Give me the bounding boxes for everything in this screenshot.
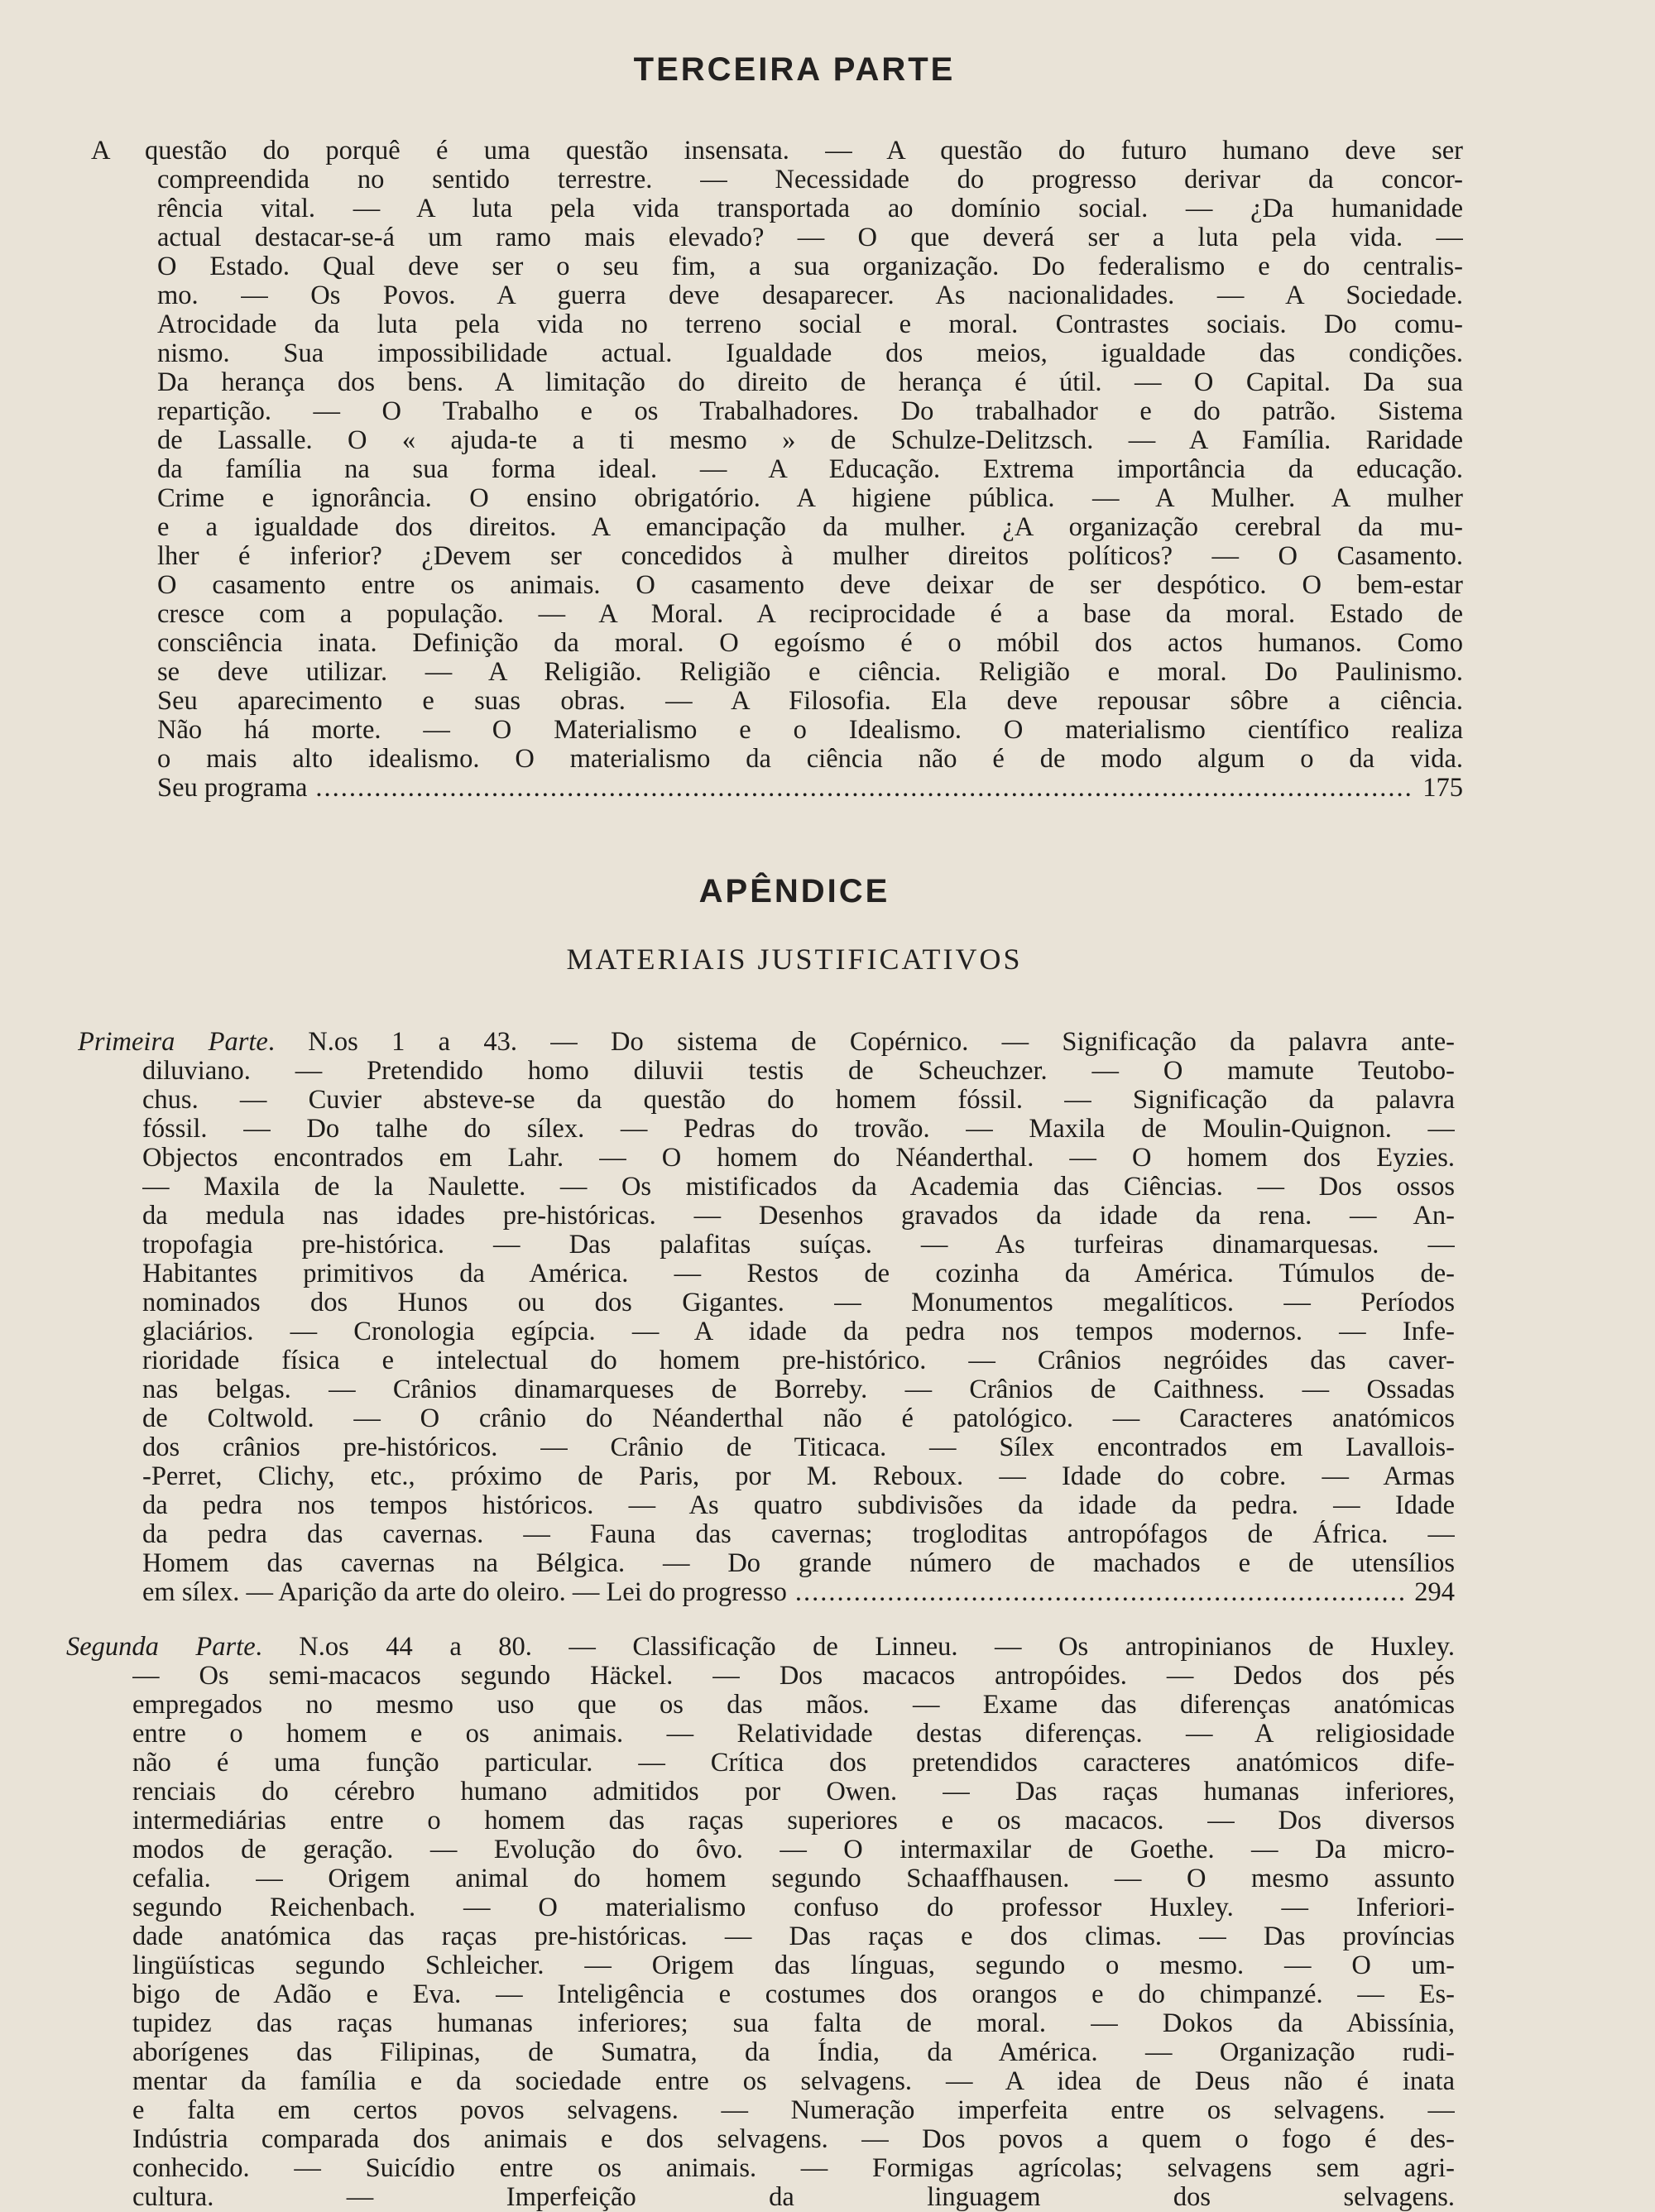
second-part-line: cultura. — Imperfeição da linguagem dos selvagens. <box>132 2183 1455 2212</box>
first-part-line: da pedra nos tempos históricos. — As quatro subdivisões da idade da pedra. — Idade <box>142 1491 1455 1520</box>
third-part-line: da família na sua forma ideal. — A Educação. Extrema importância da educação. <box>157 455 1463 484</box>
first-part-line: nas belgas. — Crânios dinamarqueses de Borreby. — Crânios de Caithness. — Ossadas <box>142 1375 1455 1404</box>
leader-dots <box>315 774 1414 803</box>
second-part-line: bigo de Adão e Eva. — Inteligência e costumes dos orangos e do chimpanzé. — Es- <box>132 1980 1455 2009</box>
appendix-subheading: MATERIAIS JUSTIFICATIVOS <box>566 943 1023 976</box>
third-part-last-text: Seu programa <box>157 773 308 803</box>
second-part-line: e falta em certos povos selvagens. — Numeração imperfeita entre os selvagens. — <box>132 2096 1455 2125</box>
third-part-line: O casamento entre os animais. O casamento deve deixar de ser despótico. O bem-estar <box>157 571 1463 600</box>
first-part-line: nominados dos Hunos ou dos Gigantes. — Monumentos megalíticos. — Períodos <box>142 1288 1455 1317</box>
third-part-line: nismo. Sua impossibilidade actual. Igualdade dos meios, igualdade das condições. <box>157 339 1463 368</box>
third-part-summary <box>91 137 1463 803</box>
third-part-page-number: 175 <box>1422 773 1463 803</box>
second-part-line: não é uma função particular. — Crítica dos pretendidos caracteres anatómicos dife- <box>132 1749 1455 1778</box>
first-part-line: Objectos encontrados em Lahr. — O homem do Néanderthal. — O homem dos Eyzies. <box>142 1144 1455 1173</box>
second-part-summary <box>66 1633 1455 2212</box>
third-part-line: O Estado. Qual deve ser o seu fim, a sua organização. Do federalismo e do centralis- <box>157 252 1463 281</box>
first-part-line: Homem das cavernas na Bélgica. — Do grande número de machados e de utensílios <box>142 1549 1455 1578</box>
second-part-line: conhecido. — Suicídio entre os animais. — Formigas agrícolas; selvagens sem agri- <box>132 2154 1455 2183</box>
third-part-line: consciência inata. Definição da moral. O egoísmo é o móbil dos actos humanos. Como <box>157 629 1463 658</box>
second-part-line: dade anatómica das raças pre-históricas. — Das raças e dos climas. — Das províncias <box>132 1922 1455 1951</box>
third-part-line: de Lassalle. O « ajuda-te a ti mesmo » de Schulze-Delitzsch. — A Família. Raridade <box>157 426 1463 455</box>
first-part-last-line <box>142 1578 1455 1607</box>
third-part-line: e a igualdade dos direitos. A emancipação da mulher. ¿A organização cerebral da mu- <box>157 513 1463 542</box>
second-part-line: intermediárias entre o homem das raças superiores e os macacos. — Dos diversos <box>132 1807 1455 1835</box>
first-part-line: rioridade física e intelectual do homem pre-histórico. — Crânios negróides das caver- <box>142 1346 1455 1375</box>
first-part-line: diluviano. — Pretendido homo diluvii testis de Scheuchzer. — O mamute Teutobo- <box>142 1057 1455 1086</box>
first-part-summary <box>78 1028 1455 1607</box>
first-part-line: chus. — Cuvier absteve-se da questão do homem fóssil. — Significação da palavra <box>142 1086 1455 1115</box>
first-part-line: da medula nas idades pre-históricas. — Desenhos gravados da idade da rena. — An- <box>142 1202 1455 1231</box>
first-part-line: de Coltwold. — O crânio do Néanderthal não é patológico. — Caracteres anatómicos <box>142 1404 1455 1433</box>
third-part-line: o mais alto idealismo. O materialismo da ciência não é de modo algum o da vida. <box>157 745 1463 774</box>
second-part-line-text: N.os 44 a 80. — Classificação de Linneu. — Os antropinianos de Huxley. <box>299 1633 1455 1662</box>
first-part-label: Primeira Parte <box>78 1028 268 1057</box>
first-part-last-text: em sílex. — Aparição da arte do oleiro. — Lei do progresso <box>142 1577 787 1607</box>
second-part-line: Segunda Parte. N.os 44 a 80. — Classificação de Linneu. — Os antropinianos de Huxley. <box>66 1633 1455 1662</box>
first-part-line: Habitantes primitivos da América. — Restos de cozinha da América. Túmulos de- <box>142 1260 1455 1288</box>
first-part-line: — Maxila de la Naulette. — Os mistificados da Academia das Ciências. — Dos ossos <box>142 1173 1455 1202</box>
first-part-line: fóssil. — Do talhe do sílex. — Pedras do trovão. — Maxila de Moulin-Quignon. — <box>142 1115 1455 1144</box>
third-part-last-line <box>157 774 1463 803</box>
first-part-line-text: N.os 1 a 43. — Do sistema de Copérnico. — Significação da palavra ante- <box>308 1028 1455 1057</box>
second-part-line: aborígenes das Filipinas, de Sumatra, da Índia, da América. — Organização rudi- <box>132 2038 1455 2067</box>
third-part-line: Seu aparecimento e suas obras. — A Filosofia. Ela deve repousar sôbre a ciência. <box>157 687 1463 716</box>
third-part-line: actual destacar-se-á um ramo mais elevado? — O que deverá ser a luta pela vida. — <box>157 223 1463 252</box>
second-part-label: Segunda Parte <box>66 1633 256 1662</box>
first-part-line: Primeira Parte. N.os 1 a 43. — Do sistema de Copérnico. — Significação da palavra ante- <box>78 1028 1455 1057</box>
second-part-line: Indústria comparada dos animais e dos selvagens. — Dos povos a quem o fogo é des- <box>132 2125 1455 2154</box>
first-part-line: dos crânios pre-históricos. — Crânio de Titicaca. — Sílex encontrados em Lavallois- <box>142 1433 1455 1462</box>
third-part-line: A questão do porquê é uma questão insensata. — A questão do futuro humano deve ser <box>91 137 1463 166</box>
first-part-line: glaciários. — Cronologia egípcia. — A idade da pedra nos tempos modernos. — Infe- <box>142 1317 1455 1346</box>
second-part-line: entre o homem e os animais. — Relatividade destas diferenças. — A religiosidade <box>132 1720 1455 1749</box>
third-part-line: repartição. — O Trabalho e os Trabalhadores. Do trabalhador e do patrão. Sistema <box>157 397 1463 426</box>
third-part-line: Crime e ignorância. O ensino obrigatório. A higiene pública. — A Mulher. A mulher <box>157 484 1463 513</box>
second-part-line: empregados no mesmo uso que os das mãos. — Exame das diferenças anatómicas <box>132 1691 1455 1720</box>
first-part-line: da pedra das cavernas. — Fauna das cavernas; trogloditas antropófagos de África. — <box>142 1520 1455 1549</box>
first-part-line: tropofagia pre-histórica. — Das palafitas suíças. — As turfeiras dinamarquesas. — <box>142 1231 1455 1260</box>
third-part-line: mo. — Os Povos. A guerra deve desaparecer. As nacionalidades. — A Sociedade. <box>157 281 1463 310</box>
second-part-line: tupidez das raças humanas inferiores; sua falta de moral. — Dokos da Abissínia, <box>132 2009 1455 2038</box>
third-part-line: Atrocidade da luta pela vida no terreno social e moral. Contrastes sociais. Do comu- <box>157 310 1463 339</box>
second-part-line: renciais do cérebro humano admitidos por Owen. — Das raças humanas inferiores, <box>132 1778 1455 1807</box>
section-heading: TERCEIRA PARTE <box>633 51 956 88</box>
leader-dots <box>795 1578 1406 1607</box>
appendix-heading: APÊNDICE <box>698 873 890 909</box>
third-part-line: Da herança dos bens. A limitação do direito de herança é útil. — O Capital. Da sua <box>157 368 1463 397</box>
third-part-line: rência vital. — A luta pela vida transportada ao domínio social. — ¿Da humanidade <box>157 194 1463 223</box>
first-part-line: -Perret, Clichy, etc., próximo de Paris, por M. Reboux. — Idade do cobre. — Armas <box>142 1462 1455 1491</box>
third-part-line: se deve utilizar. — A Religião. Religião e ciência. Religião e moral. Do Paulinismo. <box>157 658 1463 687</box>
third-part-line: Não há morte. — O Materialismo e o Idealismo. O materialismo científico realiza <box>157 716 1463 745</box>
second-part-line: modos de geração. — Evolução do ôvo. — O intermaxilar de Goethe. — Da micro- <box>132 1835 1455 1864</box>
second-part-line: mentar da família e da sociedade entre os selvagens. — A idea de Deus não é inata <box>132 2067 1455 2096</box>
second-part-line: — Os semi-macacos segundo Häckel. — Dos macacos antropóides. — Dedos dos pés <box>132 1662 1455 1691</box>
second-part-line: segundo Reichenbach. — O materialismo confuso do professor Huxley. — Inferiori- <box>132 1893 1455 1922</box>
third-part-line: compreendida no sentido terrestre. — Necessidade do progresso derivar da concor- <box>157 166 1463 194</box>
second-part-line: cefalia. — Origem animal do homem segundo Schaaffhausen. — O mesmo assunto <box>132 1864 1455 1893</box>
third-part-line: lher é inferior? ¿Devem ser concedidos à mulher direitos políticos? — O Casamento. <box>157 542 1463 571</box>
second-part-line: lingüísticas segundo Schleicher. — Origem das línguas, segundo o mesmo. — O um- <box>132 1951 1455 1980</box>
third-part-line: cresce com a população. — A Moral. A reciprocidade é a base da moral. Estado de <box>157 600 1463 629</box>
first-part-page-number: 294 <box>1414 1577 1455 1607</box>
